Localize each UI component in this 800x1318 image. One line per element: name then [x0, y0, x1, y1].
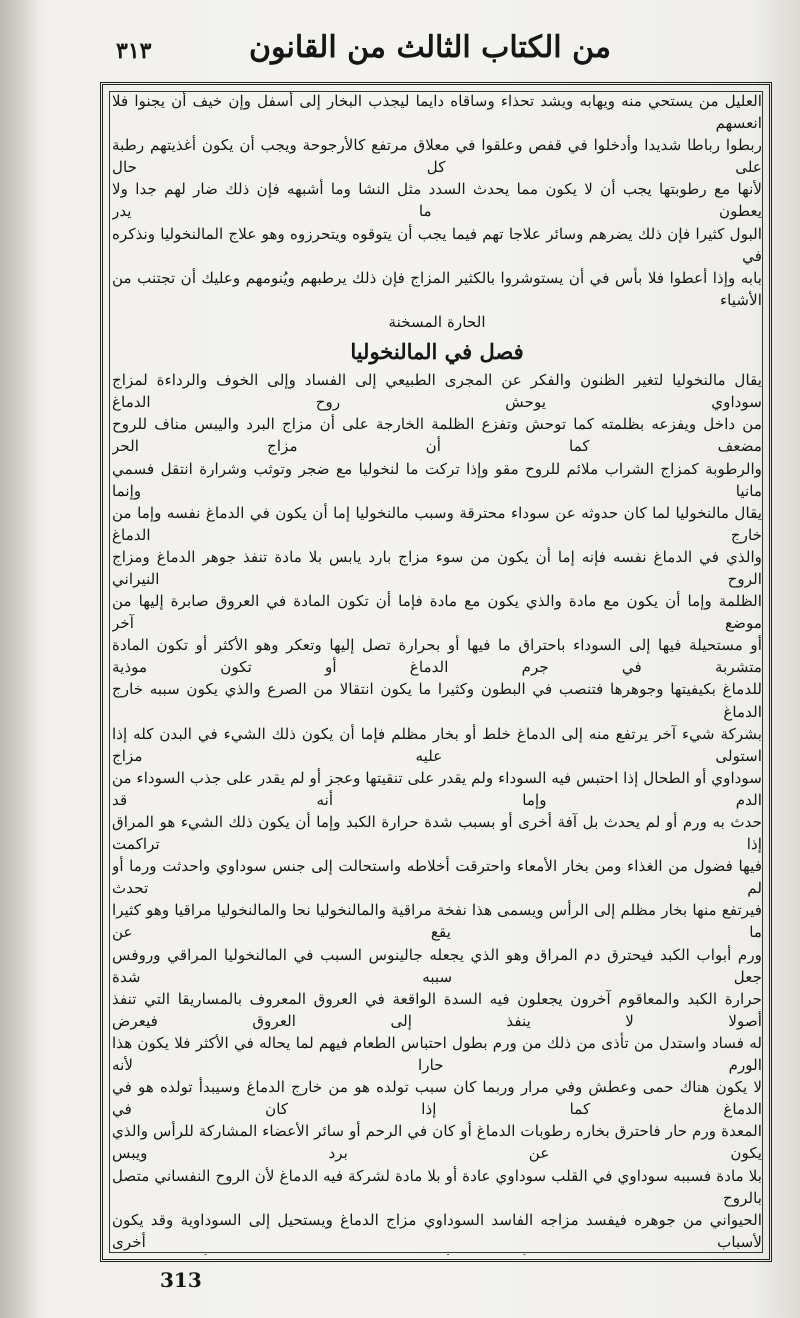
- text-line: بلا مادة فسببه سوداوي في القلب سوداوي عادة أو بلا مادة لشركة فيه الدماغ لأن الروح النفساني متصل بالروح: [112, 1166, 762, 1207]
- body-text: [112, 90, 762, 1255]
- text-line: بشركة شيء آخر يرتفع منه إلى الدماغ خلط أو بخار مظلم فإما أن يكون ذلك الشيء في البدن كله إذا استولى عليه مزاج: [112, 724, 762, 765]
- main-text: [112, 369, 762, 1255]
- text-line: أو مستحيلة فيها إلى السوداء باحتراق ما فيها أو بحرارة تصل إليها وتعكر وهو الأكثر أو تكون المادة متشربة في جرم الدماغ أو تكون موذية: [112, 636, 762, 677]
- text-line: البول كثيرا فإن ذلك يضرهم وسائر علاجا تهم فيما يجب أن يتوقوه ويتحرزوه وهو علاج المالنخوليا ونذكره في: [112, 224, 762, 265]
- text-line: حدث به ورم أو لم يحدث بل آفة أخرى أو بسبب شدة حرارة الكبد وإما أن يكون ذلك الشيء هو المراق إذا تراكمت: [112, 813, 762, 854]
- text-line: الحيواني من جوهره فيفسد مزاجه الفاسد السوداوي مزاج الدماغ ويستحيل إلى السوداوية وقد يكون لأسباب أخرى: [112, 1210, 762, 1251]
- text-line: الظلمة وإما أن يكون مع مادة والذي يكون مع مادة فإما أن تكون المادة في العروق صابرة إليها من موضع آخر: [112, 592, 762, 633]
- page-number-top: ٣١٣: [116, 38, 152, 64]
- text-line: ورم أبواب الكبد فيحترق دم المراق وهو الذي يجعله جالينوس السبب في المالنخوليا المراقي وروفس جعل سببه شدة: [112, 945, 762, 986]
- text-line: لأنها مع رطوبتها يجب أن لا يكون مما يحدث السدد مثل النشا وما أشبهه فإن ذلك ضار لهم جدا ولا يعطون ما يدر: [112, 180, 762, 221]
- section-title: فصل في المالنخوليا: [350, 339, 524, 365]
- page-number-bottom: 313: [160, 1268, 202, 1292]
- text-line: المعدة ورم حار فاحترق بخاره رطوبات الدماغ أو كان في الرحم أو سائر الأعضاء المشاركة للرأس والذي يكون عن برد ويبس: [112, 1122, 762, 1163]
- text-line: ربطوا رباطا شديدا وأدخلوا في قفص وعلقوا في معلاق مرتفع كالأرجوحة ويجب أن يكون أغذيتهم رطبة على كل حال: [112, 136, 762, 177]
- text-line: سوداوي أو الطحال إذا احتبس فيه السوداء ولم يقدر على تنقيتها وعجز أو لم يقدر على جذب السوداء من الدم وإما أنه قد: [112, 768, 762, 809]
- text-line: له فساد واستدل من تأذى من ذلك من ورم بطول احتباس الطعام فيهم لما يحاله في الأكثر فلا يكون هذا الورم حارا لأنه: [112, 1033, 762, 1075]
- running-title: من الكتاب الثالث من القانون: [248, 30, 611, 65]
- text-line: بابه وإذا أعطوا فلا بأس في أن يستوشروا بالكثير المزاج فإن ذلك يرطبهم ويُنومهم وعليك أن تجتنب من الأشياء: [112, 268, 762, 309]
- text-line: فيها فضول من الغذاء ومن بخار الأمعاء واحترقت أخلاطه واستحالت إلى جنس سوداوي واحدثت ورما أو لم تحدث: [112, 857, 762, 898]
- binding-shadow: [0, 0, 40, 1318]
- text-line: العليل من يستحي منه ويهابه ويشد تحذاء وساقاه دايما ليجذب البخار إلى أسفل وإن خيف أن يجنوا فلا انعسهم: [112, 92, 762, 133]
- text-line: حرارة الكبد والمعاقوم آخرون يجعلون فيه السدة الواقعة في العروق المعروف بالمساريقا التي تنفذ أصولا لا ينفذ إلى العروق فيعرض: [112, 989, 762, 1030]
- text-line: والرطوبة كمزاج الشراب ملائم للروح مقو وإذا تركت ما لنخوليا مع ضجر وتوثب وشرارة انتقل فسمي مانيا وإنما: [112, 459, 762, 500]
- text-line: من داخل ويفزعه بظلمته كما توحش وتفزع الظلمة الخارجة على أن مزاج البرد واليبس مناف للروح مضعف كما أن مزاج الحر: [112, 415, 762, 456]
- text-line: [112, 1253, 762, 1255]
- text-line: يقال مالنخوليا لما كان حدوثه عن سوداء محترقة وسبب مالنخوليا إما أن يكون في الدماغ نفسه وإما من خارج الدماغ: [112, 503, 762, 544]
- text-line: يقال مالنخوليا لتغير الظنون والفكر عن المجرى الطبيعي إلى الفساد وإلى الخوف والرداءة لمزاج سوداوي يوحش روح الدماغ: [112, 371, 762, 412]
- text-line: والذي في الدماغ نفسه فإنه إما أن يكون من سوء مزاج بارد يابس بلا مادة تنفذ جوهر الدماغ ومزاج الروح النيراني: [112, 547, 762, 588]
- intro-paragraph: [112, 90, 762, 333]
- text-line: للدماغ بكيفيتها وجوهرها فتنصب في البطون وكثيرا ما يكون انتقالا من الصرع والذي يكون سببه خارج الدماغ: [112, 680, 762, 721]
- text-line: لا يكون هناك حمى وعطش وفي مرار وربما كان سبب تولده هو من خارج الدماغ وسيبدأ تولده هو في الدماغ كما إذا كان في: [112, 1078, 762, 1119]
- text-line: فيرتفع منها بخار مظلم إلى الرأس ويسمى هذا نفخة مراقية والمالنخوليا نحا والمالنخوليا مراقيا وهو كثيرا ما يقع عن: [112, 901, 762, 942]
- text-line: الحارة المسخنة: [388, 312, 486, 331]
